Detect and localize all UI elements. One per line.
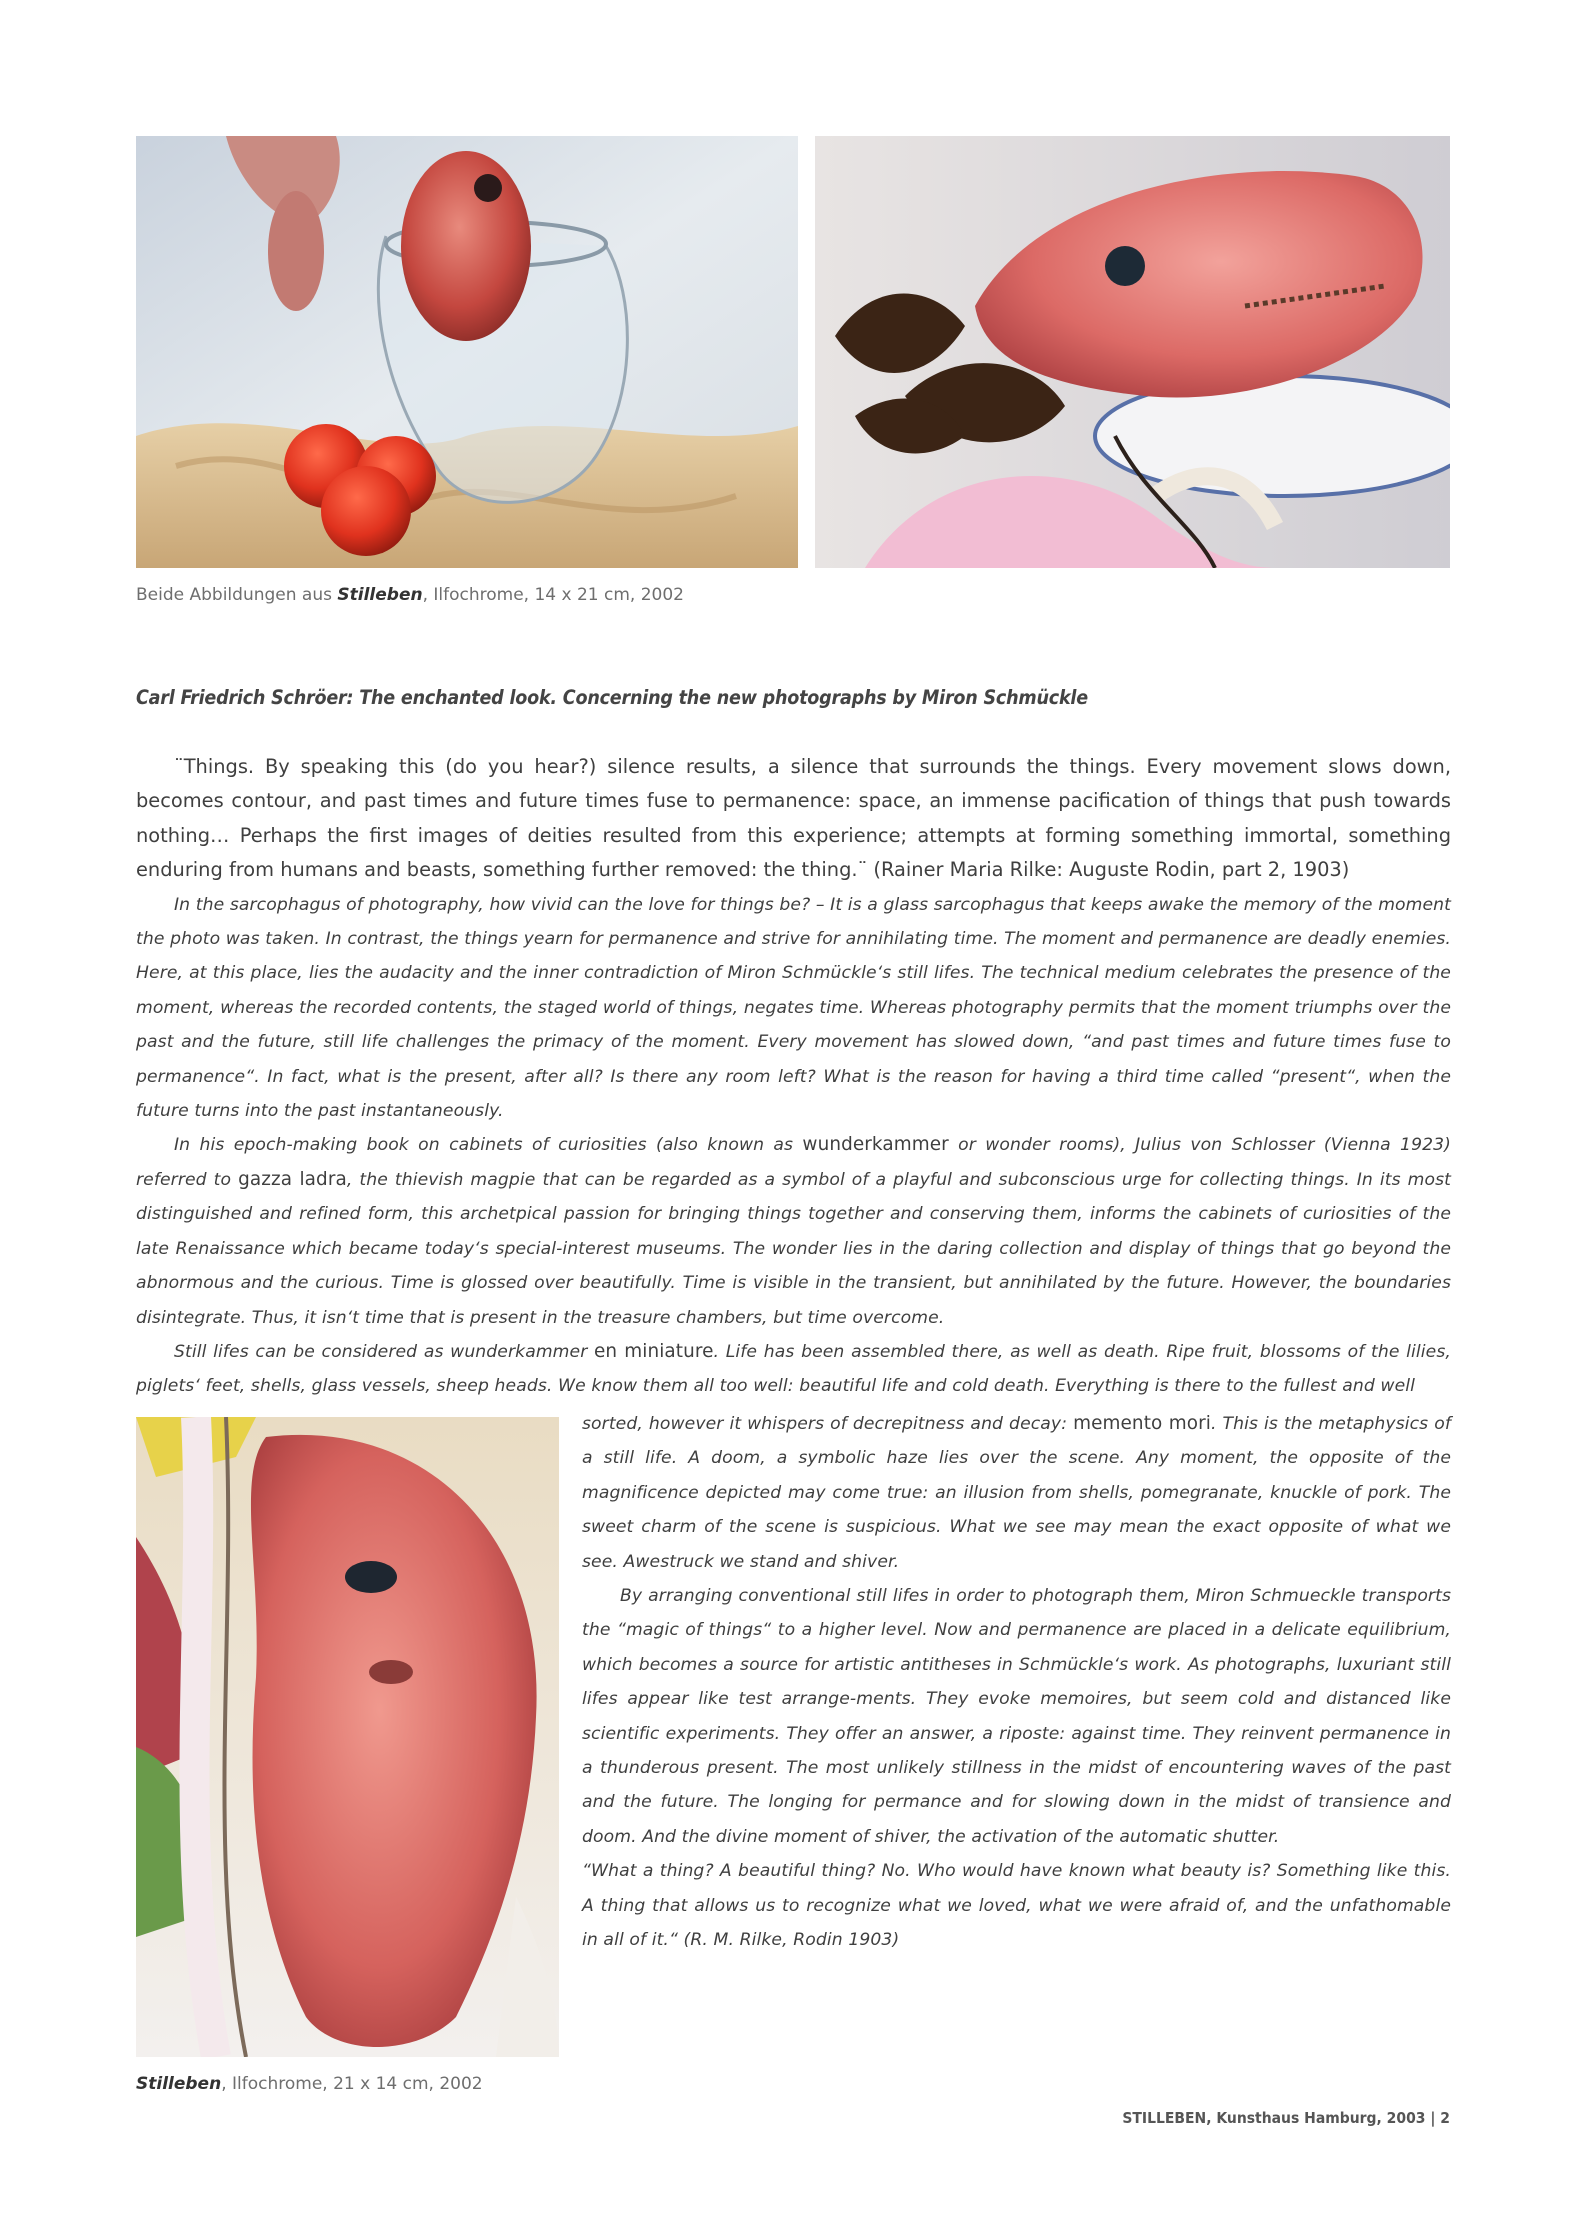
paragraph-memento-mori: sorted, however it whispers of decrepitness and decay: memento mori. This is the metaphysics of a still life. A doom, a symbolic haze lies over the scene. Any moment, the opposite of the magnificence depicted may come true: an illusion from shells, pomegranate, knuckle of pork. The sweet charm of the scene is suspicious. What we see may mean the exact opposite of what we see. Awestruck we stand and shiver.: [582, 1413, 1451, 1572]
caption-bottom-title: Stilleben: [136, 2074, 222, 2094]
photo-sheep-head-vertical: [136, 1417, 559, 2057]
paragraph-wunderkammer: In his epoch-making book on cabinets of curiosities (also known as wunderkammer or wonder rooms), Julius von Schlosser (Vienna 1923) referred to gazza ladra, the thievish magpie that can be regarded as a symbol of a playful and subconscious urge for collecting things. In its most distinguished and refined form, this archetpical passion for bringing things together and conserving them, informs the cabinets of curiosities of the late Renaissance which became today‘s special-interest museums. The wonder lies in the daring collection and display of things that go beyond the abnormous and the curious. Time is glossed over beautifully. Time is visible in the transient, but annihilated by the future. However, the boundaries disintegrate. Thus, it isn‘t time that is present in the treasure chambers, but time overcome.: [136, 1134, 1451, 1328]
article-body-top: [136, 750, 1451, 1404]
caption-top-photos: Beide Abbildungen aus Stilleben, Ilfochrome, 14 x 21 cm, 2002: [136, 585, 684, 605]
paragraph-magic-of-things: By arranging conventional still lifes in order to photograph them, Miron Schmueckle transports the “magic of things“ to a higher level. Now and permanence are placed in a delicate equilibrium, which becomes a source for artistic antitheses in Schmückle‘s work. As photographs, luxuriant still lifes appear like test arrange-ments. They evoke memoires, but seem cold and distanced like scientific experiments. They offer an answer, a riposte: against time. They reinvent permanence in a thunderous present. The most unlikely stillness in the midst of encountering waves of the past and the future. The longing for permance and for slowing down in the midst of transience and doom. And the divine moment of shiver, the activation of the automatic shutter.: [582, 1586, 1451, 1847]
caption-bottom-photo: Stilleben, Ilfochrome, 21 x 14 cm, 2002: [136, 2074, 483, 2094]
rilke-quote-end: “What a thing? A beautiful thing? No. Who would have known what beauty is? Something like this. A thing that allows us to recognize what we loved, what we were afraid of, and the unfathomable in all of it.“ (R. M. Rilke, Rodin 1903): [582, 1861, 1451, 1951]
rilke-quote-intro: ¨Things. By speaking this (do you hear?) silence results, a silence that surrounds the things. Every movement slows down, becomes contour, and past times and future times fuse to permanence: space, an immense pacification of things that push towards nothing… Perhaps the first images of deities resulted from this experience; attempts at forming something immortal, something enduring from humans and beasts, something further removed: the thing.¨ (Rainer Maria Rilke: Auguste Rodin, part 2, 1903): [136, 755, 1451, 882]
article-body-wrapped: [582, 1407, 1451, 1958]
photo-sheep-head-plate-image: [815, 136, 1450, 568]
article-title: Carl Friedrich Schröer: The enchanted look. Concerning the new photographs by Miron Schmückle: [136, 686, 1088, 709]
page-footer: STILLEBEN, Kunsthaus Hamburg, 2003 | 2: [1122, 2109, 1450, 2127]
paragraph-still-lifes: Still lifes can be considered as wunderkammer en miniature. Life has been assembled there, as well as death. Ripe fruit, blossoms of the lilies, piglets‘ feet, shells, glass vessels, sheep heads. We know them all too well: beautiful life and cold death. Everything is there to the fullest and well: [136, 1340, 1451, 1397]
photo-still-life-vase-image: [136, 136, 798, 568]
paragraph-sarcophagus: In the sarcophagus of photography, how vivid can the love for things be? – It is a glass sarcophagus that keeps awake the memory of the moment the photo was taken. In contrast, the things yearn for permanence and strive for annihilating time. The moment and permanence are deadly enemies. Here, at this place, lies the audacity and the inner contradiction of Miron Schmückle‘s still lifes. The technical medium celebrates the presence of the moment, whereas the recorded contents, the staged world of things, negates time. Whereas photography permits that the moment triumphs over the past and the future, still life challenges the primacy of the moment. Every movement has slowed down, “and past times and future times fuse to permanence“. In fact, what is the present, after all? Is there any room left? What is the reason for having a third time called “present“, when the future turns into the past instantaneously.: [136, 894, 1451, 1122]
photo-still-life-vase: [136, 136, 798, 568]
photo-sheep-head-plate: [815, 136, 1450, 568]
photo-sheep-head-vertical-image: [136, 1417, 559, 2057]
caption-top-title: Stilleben: [337, 585, 423, 605]
